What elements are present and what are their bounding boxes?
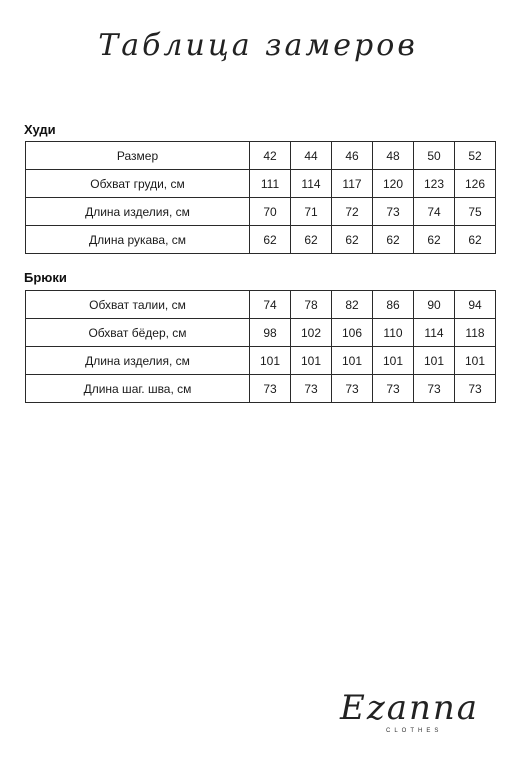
row-label: Обхват груди, см — [26, 170, 250, 198]
table-cell: 71 — [291, 198, 332, 226]
table-cell: 73 — [250, 375, 291, 403]
row-label: Длина рукава, см — [26, 226, 250, 254]
table-cell: 73 — [291, 375, 332, 403]
table-cell: 73 — [373, 198, 414, 226]
table-cell: 48 — [373, 142, 414, 170]
brand-logo-subtitle: CLOTHES — [386, 728, 443, 734]
table-cell: 101 — [373, 347, 414, 375]
table-cell: 114 — [291, 170, 332, 198]
table-row — [26, 170, 496, 198]
table-cell: 73 — [373, 375, 414, 403]
table-row — [26, 347, 496, 375]
row-label: Размер — [26, 142, 250, 170]
table-cell: 101 — [250, 347, 291, 375]
table-cell: 62 — [455, 226, 496, 254]
table-cell: 101 — [414, 347, 455, 375]
table-cell: 44 — [291, 142, 332, 170]
hoodie-size-table — [25, 141, 496, 254]
table-cell: 118 — [455, 319, 496, 347]
table-cell: 73 — [414, 375, 455, 403]
table-cell: 101 — [455, 347, 496, 375]
pants-size-table — [25, 290, 496, 403]
table-cell: 120 — [373, 170, 414, 198]
row-label: Длина шаг. шва, см — [26, 375, 250, 403]
table-cell: 74 — [250, 291, 291, 319]
table-cell: 75 — [455, 198, 496, 226]
brand-logo — [340, 688, 490, 744]
table-cell: 62 — [250, 226, 291, 254]
table-cell: 42 — [250, 142, 291, 170]
table-cell: 73 — [455, 375, 496, 403]
table-cell: 62 — [414, 226, 455, 254]
hoodie-section-label: Худи — [24, 122, 56, 137]
table-cell: 52 — [455, 142, 496, 170]
table-cell: 62 — [291, 226, 332, 254]
table-cell: 50 — [414, 142, 455, 170]
table-cell: 101 — [291, 347, 332, 375]
page-title: Таблица замеров — [98, 28, 418, 63]
row-label: Длина изделия, см — [26, 198, 250, 226]
table-cell: 62 — [373, 226, 414, 254]
brand-logo-script: Ezanna — [340, 688, 480, 728]
table-row — [26, 375, 496, 403]
table-row — [26, 319, 496, 347]
table-row — [26, 226, 496, 254]
table-cell: 73 — [332, 375, 373, 403]
table-cell: 114 — [414, 319, 455, 347]
table-cell: 101 — [332, 347, 373, 375]
table-row — [26, 198, 496, 226]
table-cell: 46 — [332, 142, 373, 170]
table-cell: 117 — [332, 170, 373, 198]
pants-section-label: Брюки — [24, 270, 67, 285]
table-cell: 110 — [373, 319, 414, 347]
row-label: Длина изделия, см — [26, 347, 250, 375]
row-label: Обхват талии, см — [26, 291, 250, 319]
row-label: Обхват бёдер, см — [26, 319, 250, 347]
table-cell: 72 — [332, 198, 373, 226]
table-row — [26, 291, 496, 319]
table-cell: 82 — [332, 291, 373, 319]
table-cell: 86 — [373, 291, 414, 319]
table-cell: 98 — [250, 319, 291, 347]
table-cell: 106 — [332, 319, 373, 347]
table-cell: 111 — [250, 170, 291, 198]
table-cell: 90 — [414, 291, 455, 319]
table-cell: 126 — [455, 170, 496, 198]
table-cell: 74 — [414, 198, 455, 226]
table-row — [26, 142, 496, 170]
table-cell: 78 — [291, 291, 332, 319]
table-cell: 94 — [455, 291, 496, 319]
table-cell: 70 — [250, 198, 291, 226]
table-cell: 102 — [291, 319, 332, 347]
table-cell: 123 — [414, 170, 455, 198]
table-cell: 62 — [332, 226, 373, 254]
